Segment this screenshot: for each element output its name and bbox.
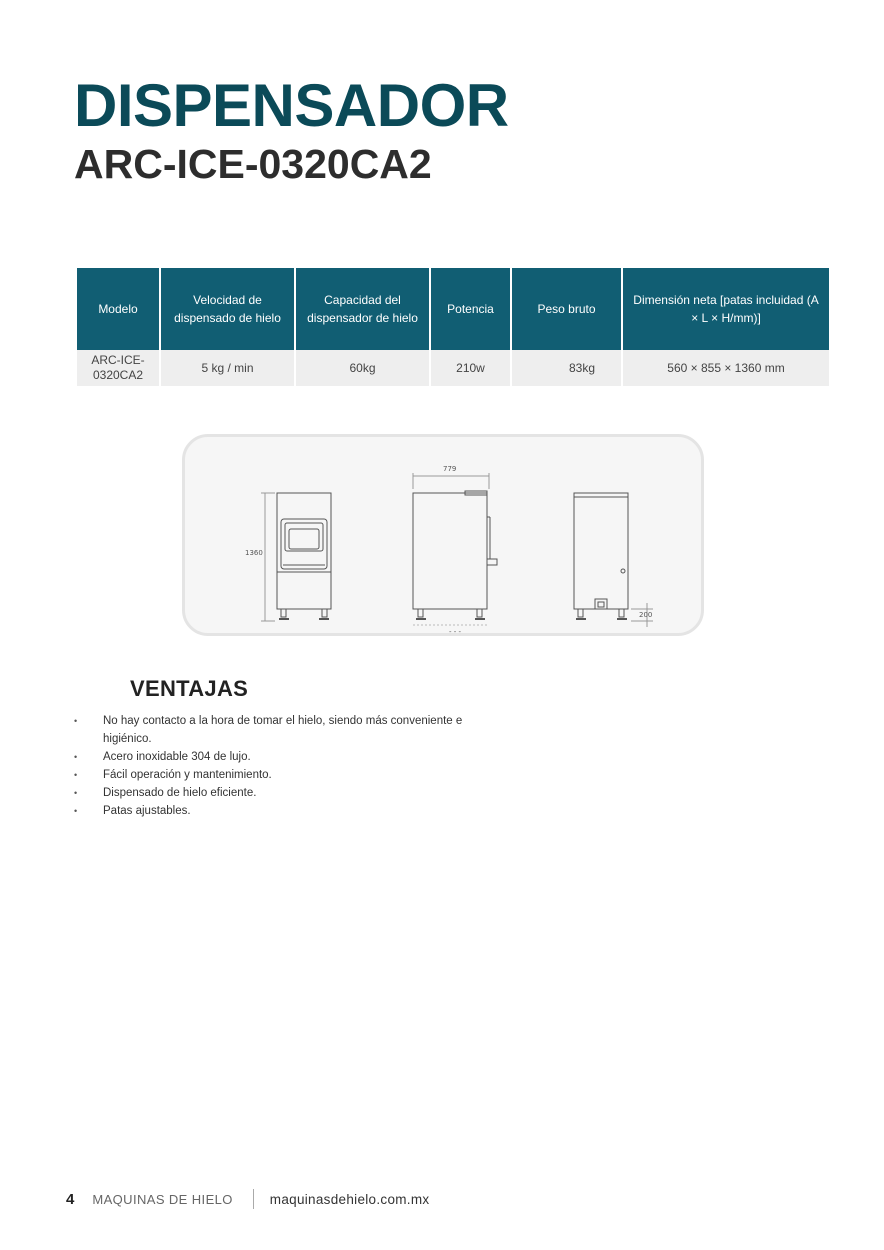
back-view bbox=[574, 493, 653, 627]
col-header-velocidad: Velocidad de dispensado de hielo bbox=[160, 268, 295, 350]
list-item: • No hay contacto a la hora de tomar el hielo, siendo más conveniente e higiénico. bbox=[74, 712, 494, 748]
col-header-potencia: Potencia bbox=[430, 268, 511, 350]
page-number: 4 bbox=[66, 1190, 75, 1208]
cell-peso: 83kg bbox=[511, 350, 622, 386]
technical-drawing bbox=[182, 434, 704, 636]
model-subtitle: ARC-ICE-0320CA2 bbox=[74, 141, 432, 187]
footer-website-link[interactable]: maquinasdehielo.com.mx bbox=[269, 1191, 430, 1207]
advantages-list bbox=[74, 712, 494, 820]
col-header-modelo: Modelo bbox=[77, 268, 160, 350]
table-row bbox=[77, 350, 829, 386]
spec-table bbox=[77, 268, 829, 386]
cell-capacidad: 60kg bbox=[295, 350, 430, 386]
technical-drawing-svg bbox=[185, 437, 701, 633]
dim-label-bottom: - - - bbox=[449, 628, 462, 633]
dim-label-height: 1360 bbox=[245, 549, 263, 557]
side-view bbox=[413, 473, 497, 625]
list-item: • Patas ajustables. bbox=[74, 802, 494, 820]
col-header-peso: Peso bruto bbox=[511, 268, 622, 350]
dim-label-width: 779 bbox=[443, 465, 457, 473]
page-footer bbox=[66, 1188, 429, 1210]
dim-label-leg: 200 bbox=[639, 611, 653, 619]
footer-divider bbox=[253, 1189, 254, 1209]
cell-dimension: 560 × 855 × 1360 mm bbox=[622, 350, 829, 386]
list-item: • Acero inoxidable 304 de lujo. bbox=[74, 748, 494, 766]
footer-brand: MAQUINAS DE HIELO bbox=[92, 1191, 233, 1207]
page-title: DISPENSADOR bbox=[74, 72, 509, 139]
list-item: • Dispensado de hielo eficiente. bbox=[74, 784, 494, 802]
front-view bbox=[261, 493, 331, 621]
advantages-title: VENTAJAS bbox=[130, 676, 249, 701]
cell-velocidad: 5 kg / min bbox=[160, 350, 295, 386]
col-header-dimension: Dimensión neta [patas incluidad (A × L × H/mm)] bbox=[622, 268, 829, 350]
spec-header-row bbox=[77, 268, 829, 350]
list-item: • Fácil operación y mantenimiento. bbox=[74, 766, 494, 784]
col-header-capacidad: Capacidad del dispensador de hielo bbox=[295, 268, 430, 350]
cell-potencia: 210w bbox=[430, 350, 511, 386]
cell-modelo: ARC-ICE-0320CA2 bbox=[77, 350, 160, 386]
